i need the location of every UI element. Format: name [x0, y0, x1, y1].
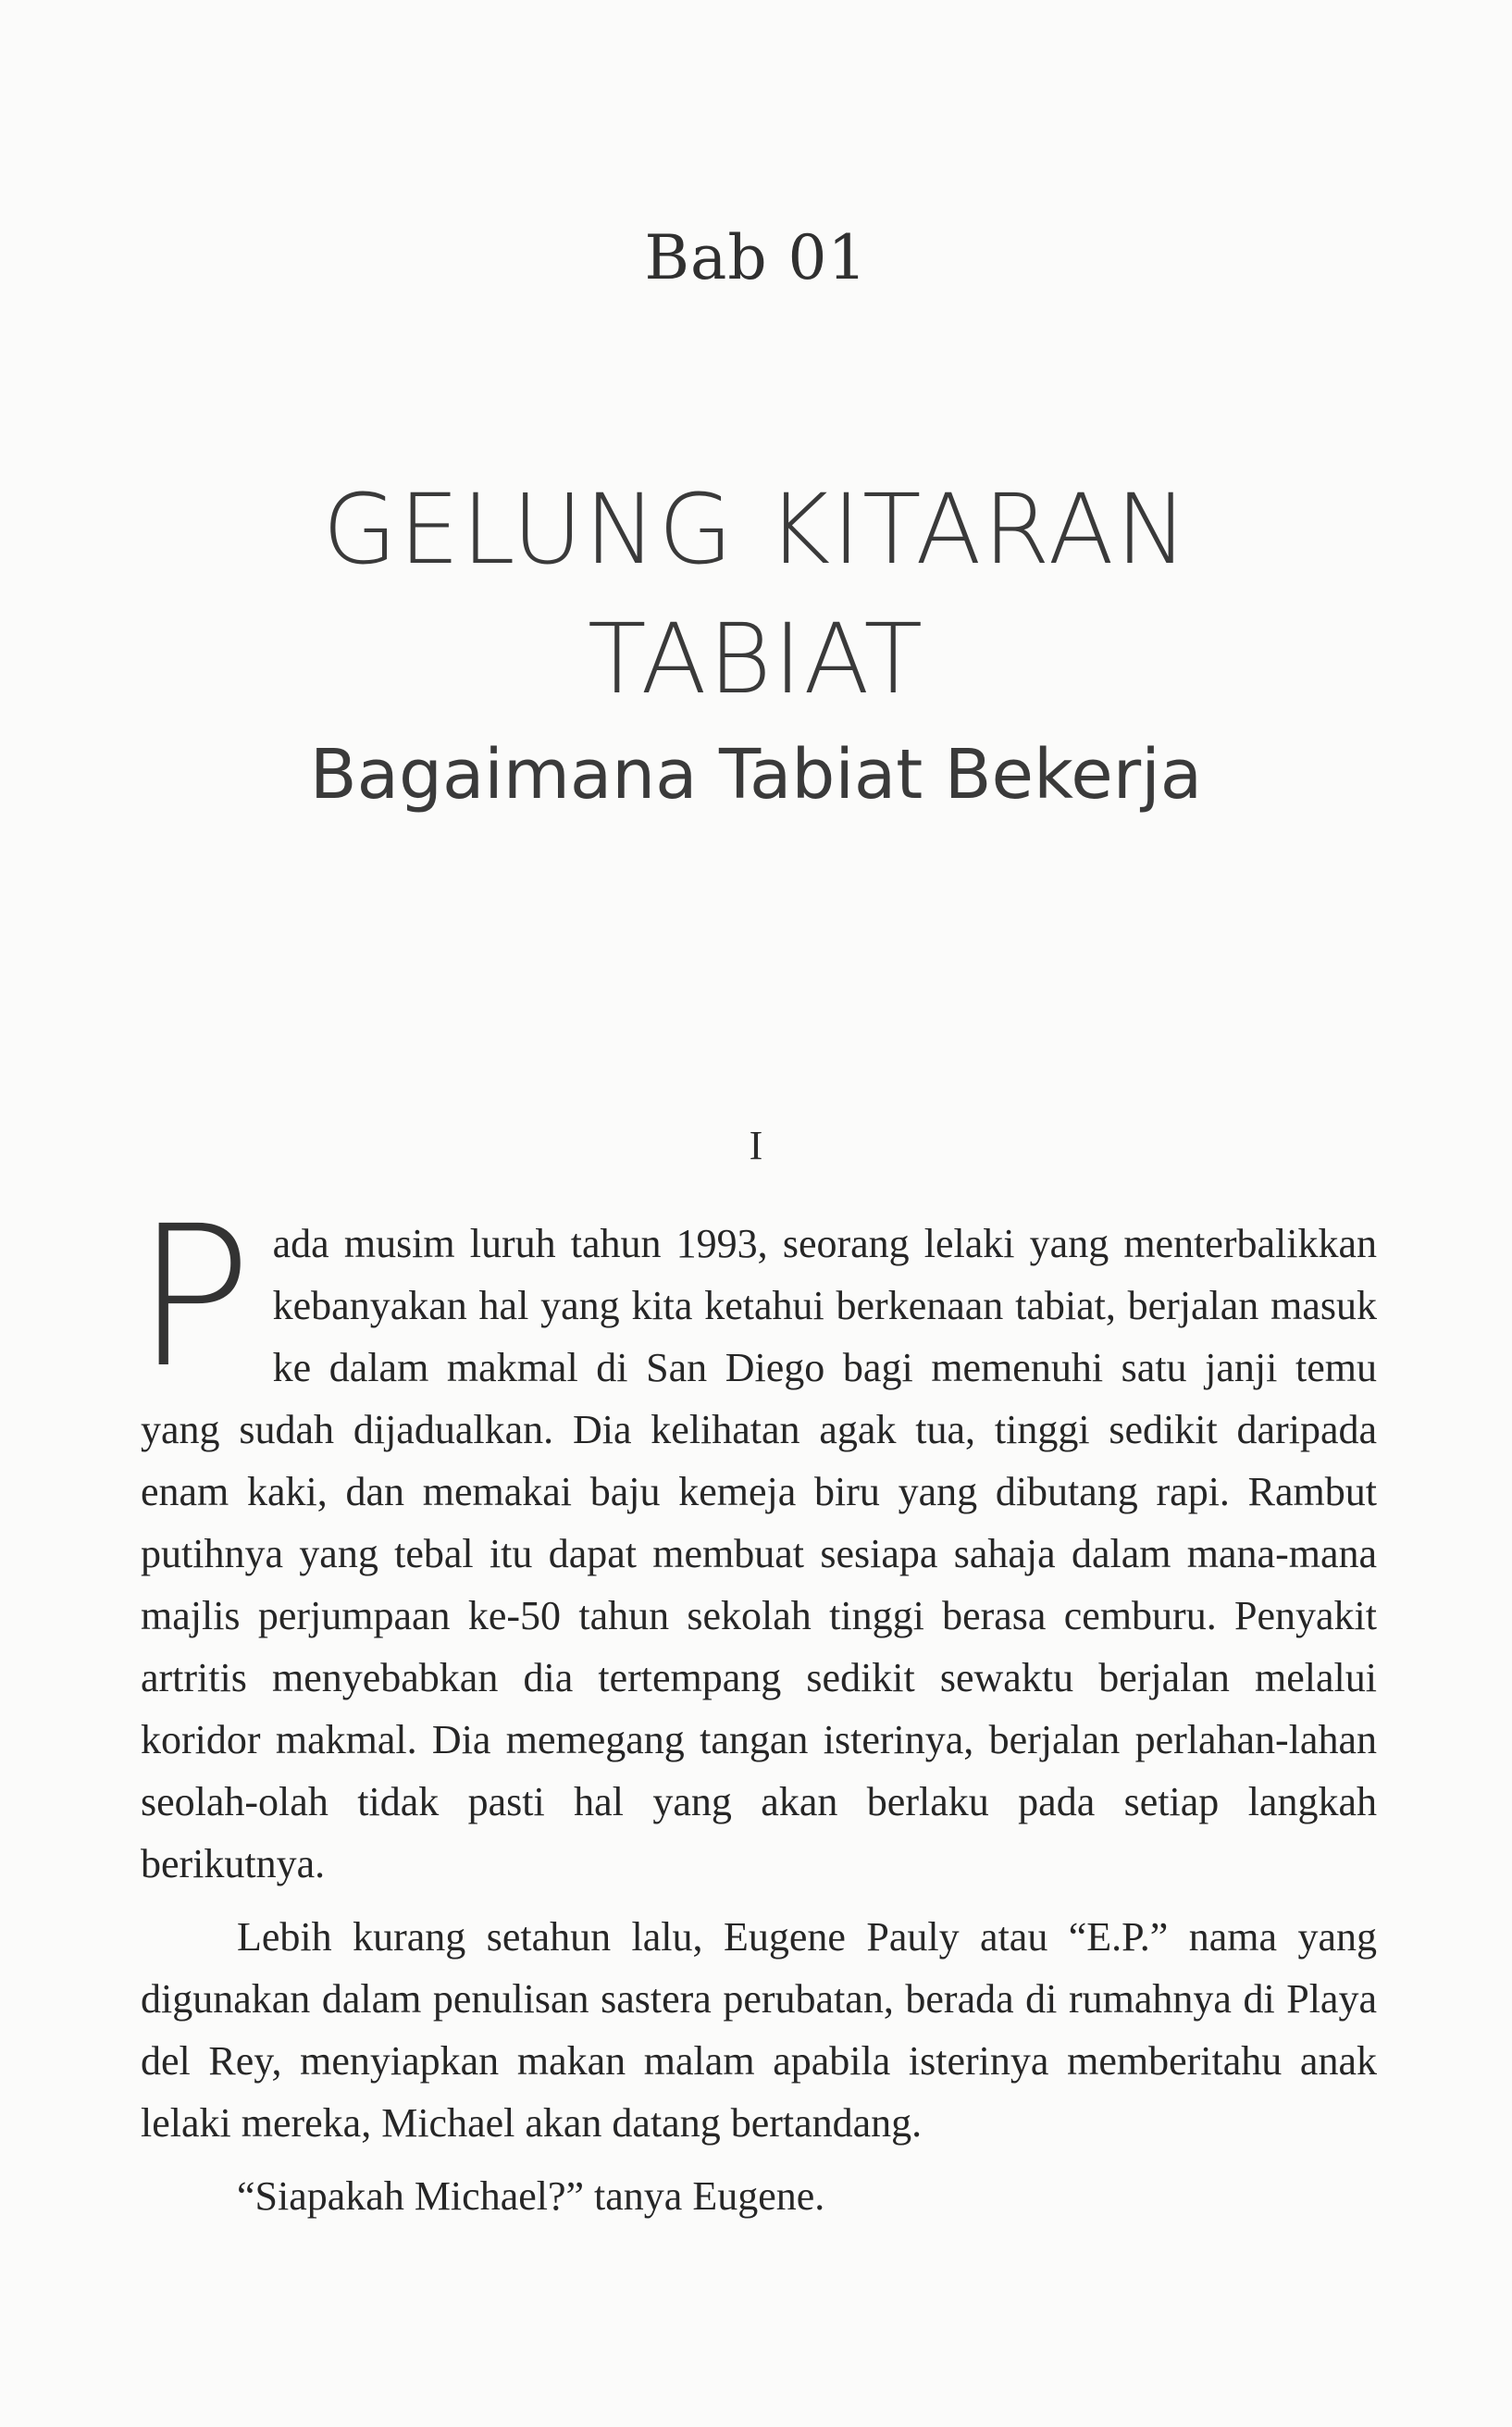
section-numeral: I — [749, 1123, 763, 1168]
chapter-label: Bab 01 — [644, 222, 868, 293]
chapter-subtitle: Bagaimana Tabiat Bekerja — [309, 735, 1203, 815]
paragraph-2: Lebih kurang setahun lalu, Eugene Pauly atau “E.P.” nama yang digunakan dalam penulisan sastera perubatan, berada di rumahnya di Playa del Rey, menyiapkan makan malam apabila isterinya memberitahu anak lelaki mereka, Michael akan datang bertandang. — [141, 1914, 1377, 2146]
body-text — [135, 1184, 1377, 2227]
drop-cap: P — [135, 1184, 253, 1411]
paragraph-1 — [135, 1184, 1377, 1895]
paragraph-1-text: ada musim luruh tahun 1993, seorang lelaki yang menterbalikkan kebanyakan hal yang kita ketahui berkenaan tabiat, berjalan masuk ke dalam makmal di San Diego bagi memenuhi satu janji temu yang sudah dijadualkan. Dia kelihatan agak tua, tinggi sedikit daripada enam kaki, dan memakai baju kemeja biru yang dibutang rapi. Rambut putihnya yang tebal itu dapat membuat sesiapa sahaja dalam mana-mana majlis perjumpaan ke-50 tahun sekolah tinggi berasa cemburu. Penyakit artritis menyebabkan dia tertempang sedikit sewaktu berjalan melalui koridor makmal. Dia memegang tangan isterinya, berjalan perlahan-lahan seolah-olah tidak pasti hal yang akan berlaku pada setiap langkah berikutnya. — [141, 1221, 1377, 1886]
paragraph-3: “Siapakah Michael?” tanya Eugene. — [237, 2173, 825, 2219]
chapter-title-line-2: TABIAT — [588, 603, 924, 716]
chapter-title-line-1: GELUNG KITARAN — [322, 473, 1190, 586]
